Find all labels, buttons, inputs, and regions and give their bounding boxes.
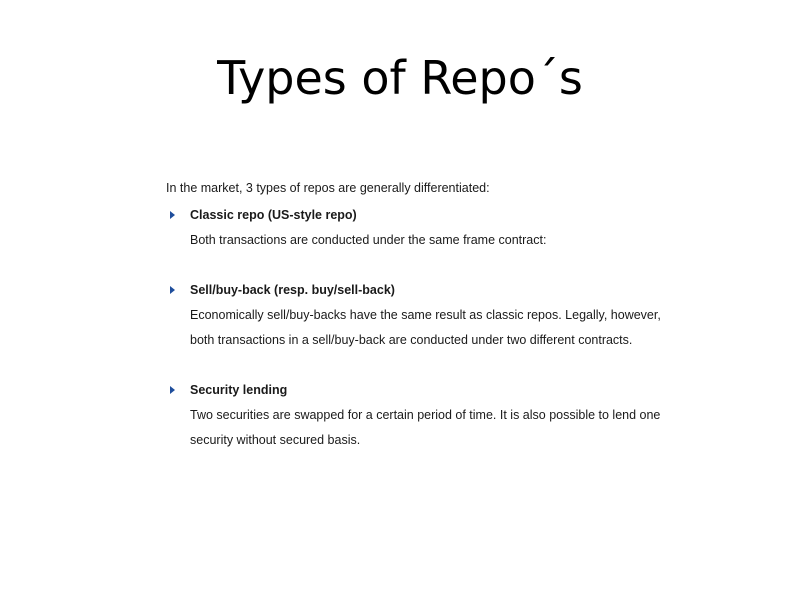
intro-text: In the market, 3 types of repos are generally differentiated: [166, 181, 490, 195]
item-heading: Security lending [190, 383, 288, 397]
item-line: both transactions in a sell/buy-back are conducted under two different contracts. [190, 333, 633, 347]
item-heading: Sell/buy-back (resp. buy/sell-back) [190, 283, 395, 297]
item-line: security without secured basis. [190, 433, 361, 447]
item-line: Both transactions are conducted under the same frame contract: [190, 233, 547, 247]
item-heading: Classic repo (US-style repo) [190, 208, 357, 222]
item-line: Economically sell/buy-backs have the same result as classic repos. Legally, however, [190, 308, 661, 322]
triangle-right-icon [170, 211, 175, 219]
triangle-right-icon [170, 386, 175, 394]
slide-title: Types of Repo´s [217, 51, 583, 105]
triangle-right-icon [170, 286, 175, 294]
item-line: Two securities are swapped for a certain period of time. It is also possible to lend one [190, 408, 661, 422]
